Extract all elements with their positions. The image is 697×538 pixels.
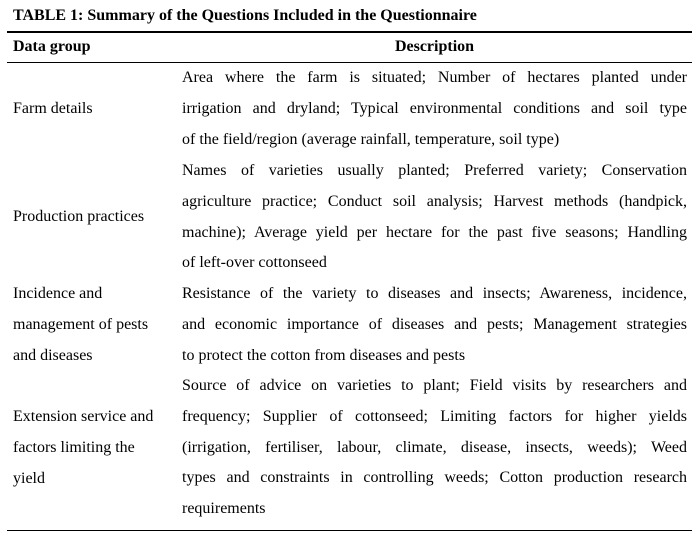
column-header-description: Description bbox=[394, 38, 475, 55]
table-bottom-rule bbox=[7, 530, 692, 531]
group-label-line: management of pests bbox=[13, 315, 149, 333]
description-line: Source of advice on varieties to plant; Field visits by researchers and bbox=[182, 377, 687, 394]
description-line: machine); Average yield per hectare for the past five seasons; Handling bbox=[182, 223, 687, 241]
group-label-line: Farm details bbox=[13, 100, 93, 117]
group-label-line: yield bbox=[13, 469, 45, 487]
description-line: types and constraints in controlling weeds; Cotton production research bbox=[182, 469, 687, 487]
group-label-line: factors limiting the bbox=[13, 438, 135, 456]
group-label-line: Incidence and bbox=[13, 285, 103, 302]
description-line: and economic importance of diseases and pests; Management strategies bbox=[182, 315, 687, 333]
description-line: of the field/region (average rainfall, temperature, soil type) bbox=[182, 130, 560, 148]
column-header-data-group: Data group bbox=[13, 38, 91, 55]
row-description-cell bbox=[182, 63, 687, 155]
group-label-line: and diseases bbox=[13, 346, 93, 364]
row-description-cell bbox=[182, 156, 687, 279]
row-description-cell bbox=[182, 371, 687, 525]
row-group-cell bbox=[13, 402, 178, 494]
table-top-rule bbox=[7, 31, 692, 33]
description-line: requirements bbox=[182, 500, 266, 518]
description-line: Resistance of the variety to diseases and insects; Awareness, incidence, bbox=[182, 285, 687, 302]
description-line: irrigation and dryland; Typical environmental conditions and soil type bbox=[182, 99, 687, 117]
group-label-line: Production practices bbox=[13, 208, 145, 225]
table-caption: TABLE 1: Summary of the Questions Included in the Questionnaire bbox=[13, 7, 477, 24]
description-line: Names of varieties usually planted; Preferred variety; Conservation bbox=[182, 162, 687, 179]
description-line: frequency; Supplier of cottonseed; Limiting factors for higher yields bbox=[182, 407, 687, 425]
description-line: (irrigation, fertiliser, labour, climate, disease, insects, weeds); Weed bbox=[182, 438, 687, 456]
description-line: of left-over cottonseed bbox=[182, 254, 327, 272]
row-group-cell bbox=[13, 279, 178, 371]
group-label-line: Extension service and bbox=[13, 408, 154, 425]
row-description-cell bbox=[182, 279, 687, 371]
row-group-cell bbox=[13, 94, 178, 125]
description-line: agriculture practice; Conduct soil analysis; Harvest methods (handpick, bbox=[182, 192, 687, 210]
row-group-cell bbox=[13, 202, 178, 233]
description-line: to protect the cotton from diseases and pests bbox=[182, 346, 466, 364]
description-line: Area where the farm is situated; Number of hectares planted under bbox=[182, 69, 687, 86]
